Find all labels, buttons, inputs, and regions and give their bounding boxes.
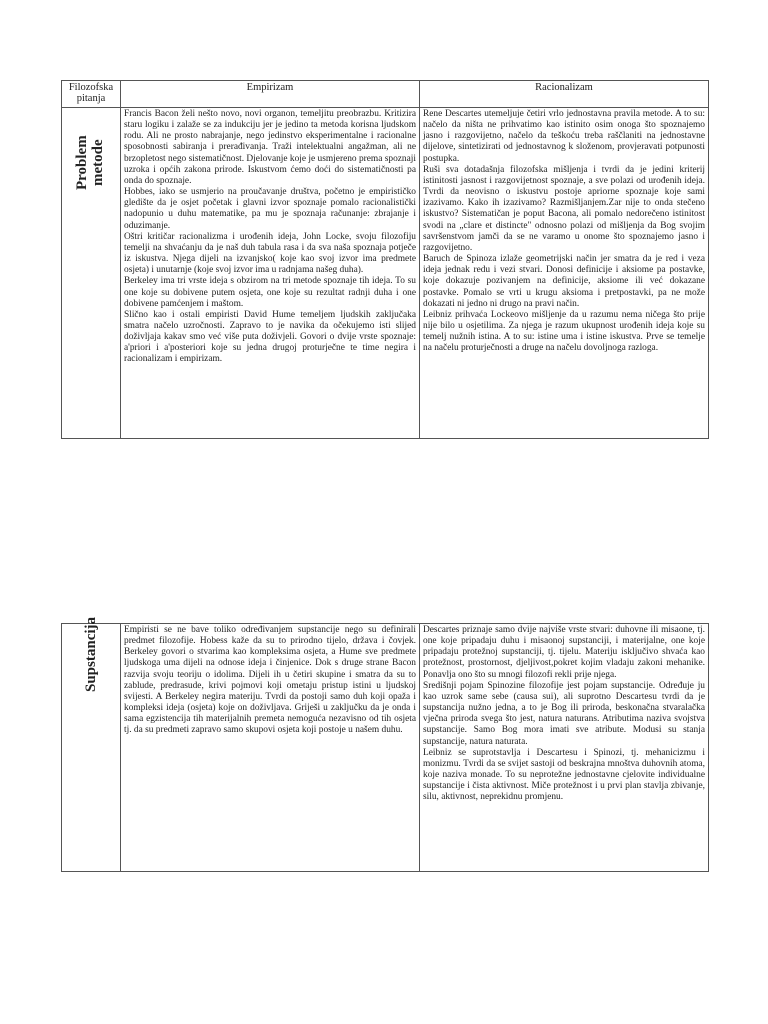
paragraph-hume: Slično kao i ostali empiristi David Hume temeljem ljudskih zaključaka smatra načelo uzročnosti. Zapravo to je navika da očekujemo isti slijed doživljaja kakav smo već više puta doživjeli. Govori o dvije vrste spoznaje: a'priori i a'posteriori koje su jedna drugoj proturječne te time negira i racionalizam i empirizam. [124, 309, 416, 365]
paragraph-leibniz: Leibniz prihvaća Lockeovo mišljenje da u razumu nema ničega što prije nije bilo u osjetilima. Za njega je razum ukupnost urođenih ideja koje su temelj nužnih istina. A to su: istine uma i istine iskustva. Prve se temelje na načelu proturječnosti a druge na načelu dovoljnoga razloga. [423, 309, 705, 354]
row-label-cell [62, 616, 121, 872]
comparison-table-methods [61, 80, 709, 439]
table-header-row [62, 81, 709, 108]
paragraph-spinoza: Baruch de Spinoza izlaže geometrijski način jer smatra da je red i veza ideja jednak redu i vezi stvari. Donosi definicije i aksiome pa postavke, koje dokazuje pozivanjem na definicije, aksiome ili već dokazane postavke. Pomalo se vrti u krugu aksioma i pretpostavki, pa ne može dokazati ni jedno ni drugo na pravi način. [423, 254, 705, 309]
empirizam-methods-cell [121, 108, 420, 439]
header-racionalizam: Racionalizam [420, 81, 709, 108]
paragraph-hobbes: Hobbes, iako se usmjerio na proučavanje društva, početno je empirističko gledište da je osjet početak i glavni izvor spoznaje pomalo racionalistički nadopunio u duhu matematike, pa mu je spoznaja računanje: zbrajanje i oduzimanje. [124, 187, 416, 231]
table-row-problem-metode [62, 108, 709, 439]
racionalizam-substance-cell [420, 624, 709, 872]
row-label-cell [62, 108, 121, 439]
paragraph-descartes-substance: Descartes priznaje samo dvije najviše vrste stvari: duhovne ili misaone, tj. one koje pripadaju duhu i misaonoj supstanciji, i materijalne, one koje pripadaju protežnoj supstanciji, tj. tijelu. Materiju isključivo shvaća kao protežnost, prostornost, djeljivost,pokret kojim vladaju zakoni mehanike. Ponavlja ono što su mnogi filozofi rekli prije njega. [423, 625, 705, 680]
paragraph-locke: Oštri kritičar racionalizma i urođenih ideja, John Locke, svoju filozofiju temelji na shvaćanju da je naš duh tabula rasa i da sva naša spoznaja potječe iz iskustva. Njega dijeli na izvanjsko( koje kao svoj izvor ima predmete osjeta) i unutarnje (koje svoj izvor ima u radnjama našeg duha). [124, 231, 416, 276]
header-empirizam: Empirizam [121, 81, 420, 108]
row-label-problem-metode: Problem metode [74, 135, 106, 190]
paragraph-descartes-criteria: Ruši sva dotadašnja filozofska mišljenja i tvrdi da je jedini kriterij istinitosti jasnost i razgovijetnost spoznaje, a sve polazi od urođenih ideja. Tvrdi da neovisno o iskustvu postoje apriorne spoznaje koje sami izazivamo. Kako ih izazivamo? Razmišljanjem.Zar nije to onda stečeno iskustvo? Sistematičan je poput Bacona, ali pomalo nedorečeno istinitost svodi na „clare et distincte" odnosno polazi od mišljenja da Bog svojim savršenstvom jamči da se ne varamo u onome što spoznajemo jasno i razgovijetno. [423, 164, 705, 253]
paragraph-spinoza-substance: Središnji pojam Spinozine filozofije jest pojam supstancije. Određuje ju kao uzrok same sebe (causa sui), ali suprotno Descartesu tvrdi da je supstancija nužno jedna, a to je Bog ili priroda, beskonačna stvaralačka vječna priroda svega što jest, natura naturans. Atributima naziva svojstva supstancije. Samo Bog mora imati sve atribute. Modusi su stanja supstancije, natura naturata. [423, 680, 705, 747]
racionalizam-methods-cell [420, 108, 709, 439]
paragraph-empiristi-supstancija: Empiristi se ne bave toliko određivanjem supstancije nego su definirali predmet filozofije. Hobess kaže da su to prirodno tijelo, država i čovjek. Berkeley govori o stvarima kao kompleksima osjeta, a Hume sve predmete ljudskoga uma dijeli na odnose ideja i činjenice. Dok s druge strane Bacon razvija svoju teoriju o idolima. Dijeli ih u četiri skupine i smatra da su to zablude, predrasude, krivi pojmovi koji ometaju pristup istini u ljudskoj svijesti. A Berkeley negira materiju. Tvrdi da postoji samo duh koji opaža i kompleksi ideja (osjeta) koje on doživljava. Griješi u zaključku da je onda i sama egzistencija tih materijalnih premeta nemoguća nezavisno od tih osjeta tj. da su predmeti zapravo samo skupovi osjeta koji postoje u našem duhu. [124, 625, 416, 736]
paragraph-berkeley: Berkeley ima tri vrste ideja s obzirom na tri metode spoznaje tih ideja. To su one koje su dobivene putem osjeta, one koje su rezultat radnji duha i one dobivene pamćenjem i maštom. [124, 276, 416, 309]
paragraph-leibniz-substance: Leibniz se suprotstavlja i Descartesu i Spinozi, tj. mehanicizmu i monizmu. Tvrdi da se svijet sastoji od beskrajna mnoštva duhovnih atoma, koje naziva monade. To su neprotežne jednostavne cjelovite individualne supstancije i čista aktivnost. Miče protežnost i u prvi plan stavlja zbivanje, silu, aktivnost, neprekidnu promjenu. [423, 747, 705, 803]
row-label-supstancija: Supstancija [83, 616, 99, 692]
empirizam-substance-cell [121, 624, 420, 872]
header-filozofska-pitanja: Filozofska pitanja [62, 81, 121, 108]
paragraph-bacon: Francis Bacon želi nešto novo, novi organon, temeljitu preobrazbu. Kritizira staru logiku i zalaže se za indukciju jer je jedino ta metoda korisna ljudskom rodu. Ali ne prosto nabrajanje, nego jedinstvo eksperimentalne i racionalne sposobnosti sabiranja i prerađivanja. Traži intelektualni angažman, ali ne brzopletost nego sistematičnost. Djelovanje koje je usmjereno prema spoznaji uzroka i općih zakona prirode. Iskustvom ćemo doći do sistematičnosti pa onda do spoznaje. [124, 109, 416, 186]
table-row-supstancija [62, 624, 709, 872]
paragraph-descartes-rules: Rene Descartes utemeljuje četiri vrlo jednostavna pravila metode. A to su: načelo da ništa ne prihvatimo kao istinito osim onoga što spoznajemo jasno i razgovijetno, načelo da teškoću treba raščlaniti na jednostavne dijelove, sintetizirati od jednostavnog k složenom, provjeravati potpunosti postupka. [423, 109, 705, 164]
comparison-table-substance [61, 616, 709, 872]
